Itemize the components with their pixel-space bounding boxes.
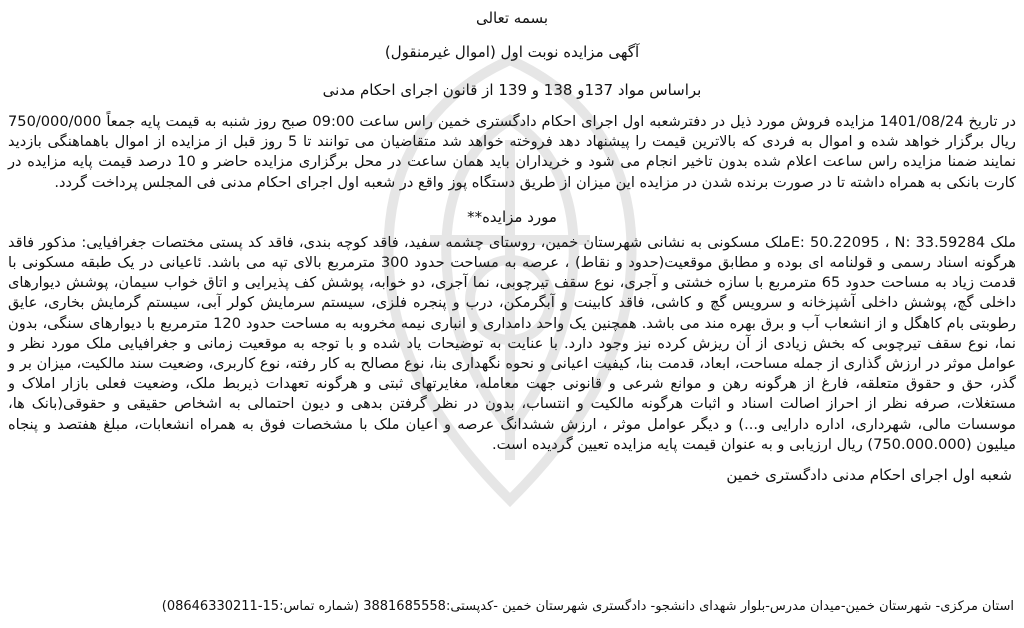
- footer-address: استان مرکزی- شهرستان خمین-میدان مدرس-بلوار شهدای دانشجو- دادگستری شهرستان خمین -کدپستی:3881685558 (شماره تماس:15-08646330211): [161, 599, 1014, 614]
- issuing-office-signature: شعبه اول اجرای احکام مدنی دادگستری خمین: [726, 466, 1012, 485]
- notice-title: آگهی مزایده نوبت اول (اموال غیرمنقول): [384, 43, 640, 61]
- intro-paragraph: در تاریخ 1401/08/24 مزایده فروش مورد ذیل در دفترشعبه اول اجرای احکام دادگستری خمین راس ساعت 09:00 صبح روز شنبه به قیمت پایه جمعاً 750/000/000 ریال برگزار خواهد شده و اموال به فردی که بالاترین قیمت را پیشنهاد دهد فروخته خواهد شد متقاضیان می توانند تا 5 روز قبل از مزایده از اموال باهماهنگی بازدید نمایند ضمنا مزایده راس ساعت اعلام شده بدون تاخیر انجام می شود و خریداران باید همان ساعت در محل برگزاری مزایده حاضر و 10 درصد قیمت پایه مزایده در کارت بانکی به همراه داشته تا در صورت برنده شدن در مزایده این میزان از طریق دستگاه پوز واقع در شعبه اول اجرای احکام مدنی فی المجلس پرداخت گردد.: [8, 113, 1016, 191]
- auction-item-label: مورد مزایده**: [467, 207, 557, 226]
- legal-basis-line: براساس مواد 137و 138 و 139 از قانون اجرای احکام مدنی: [322, 81, 702, 99]
- property-description-paragraph: ملک E: 50.22095 ، N: 33.59284ملک مسکونی به نشانی شهرستان خمین، روستای چشمه سفید، فاقد کوچه بندی، فاقد کد پستی مختصات جغرافیایی: مذکور فاقد هرگونه اسناد رسمی و قولنامه ای بوده و مطابق موقعیت(حدود و نقاط) ، عرصه به مساحت حدود 300 مترمربع بالای تپه می باشد. ئاعیانی در یک طبقه مسکونی با قدمت زیاد به مساحت حدود 65 مترمربع با سازه خشتی و آجری، نوع سقف تیرچوبی، نما آجری، دو خوابه، پوشش کف پذیرایی و اتاق خواب سیمان، پوشش دیوارهای داخلی گچ، پوشش داخلی آشپزخانه و سرویس گچ و کاشی، فاقد کابینت و آبگرمکن، درب و پنجره فلزی، سیستم سرمایش کولر آبی، سیستم گرمایش بخاری، عایق رطوبتی بام کاهگل و از انشعاب آب و برق بهره مند می باشد. همچنین یک واحد دامداری و انباری نیمه مخروبه به مساحت حدود 120 مترمربع با دیوارهای سنگی، بدون نما، نوع سقف تیرچوبی که بخش زیادی از آن ریزش کرده نیز وجود دارد. با عنایت به توضیحات یاد شده و با توجه به موقعیت زمانی و جغرافیایی ملک مورد نظر و عوامل موثر در ارزش گذاری از جمله مساحت، ابعاد، قدمت بنا، کیفیت اعیانی و نحوه نگهداری بنا، نوع مصالح به کار رفته، نوع کاربری، وضعیت سند مالکیت، میزان بر و گذر، حق و حقوق متعلقه، فارغ از هرگونه رهن و موانع شرعی و قانونی جهت معامله، مغایرتهای ثبتی و هرگونه تعهدات ذیربط ملک، وضعیت فعلی بازار املاک و مستغلات، صرفه نظر از احراز اصالت اسناد و اثبات هرگونه مالکیت و انتساب، بدون در نظر گرفتن بدهی و دیون احتمالی به اشخاص حقیقی و حقوقی(بانک ها، موسسات مالی، شهرداری، اداره دارایی و...) و دیگر عوامل موثر ، ارزش ششدانگ عرصه و اعیان ملک با مشخصات فوق به همراه انشعابات، مبلغ هفتصد و پنجاه میلیون (750.000.000) ریال ارزیابی و به عنوان قیمت پایه مزایده تعیین گردیده است.: [8, 233, 1016, 453]
- bismillah-heading: بسمه تعالی: [475, 9, 549, 27]
